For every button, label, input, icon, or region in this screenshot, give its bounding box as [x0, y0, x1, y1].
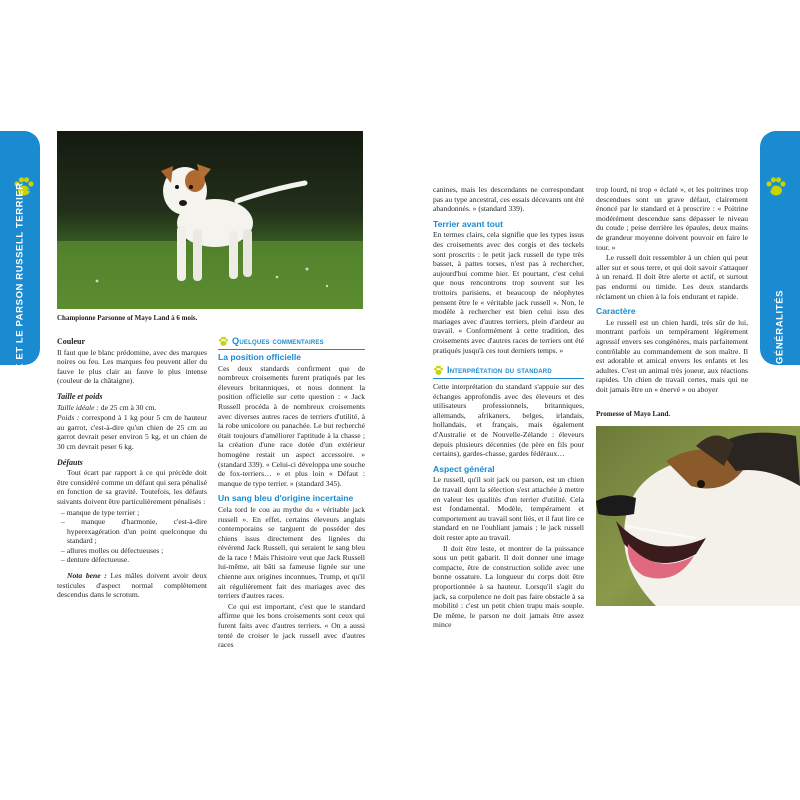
page-number-left: 36 [27, 186, 35, 193]
list-item: – denture défectueuse. [61, 555, 130, 565]
defects-list [57, 508, 207, 566]
paragraph: trop lourd, ni trop « éclaté », et les poitrines trop descendues sont un grave défaut, clairement énoncé par le standard et à proscrire : « Poitrine modérément descendue sans dépasser le niveau du coude ; peise derrière les épaules, deux mains de grandeur moyenne doivent pouvoir en faire le tour. » [596, 185, 748, 252]
page-number-right: 37 [765, 186, 773, 193]
paragraph-nota: Nota bene : Les mâles doivent avoir deux testicules d'aspect normal complètement descendus dans le scrotum. [57, 571, 208, 600]
photo-dog-head [596, 426, 800, 606]
paw-print-icon [218, 336, 229, 347]
paw-print-icon [433, 365, 444, 376]
paragraph: Cette interprétation du standard s'appuie sur des échanges approfondis avec des éleveurs et des utilisateurs professionnels, britanniques, allemands, afrikaners, belges, irlandais, hollandais, et français, mais également d'Australie et de Nouvelle-Zélande : éleveurs depuis plusieurs décennies (de père en fils pour certains), gardes-chasse, gardes fédéraux… [433, 382, 584, 459]
heading-position: La position officielle [218, 352, 302, 362]
list-item: – manque d'harmonie, c'est-à-dire hyperexagération d'un point quelconque du standard ; [61, 517, 207, 546]
paragraph: Le russell, qu'il soit jack ou parson, est un chien de travail dont la sélection s'est attachée à mettre en valeur les qualités d'un terrier d'utilité. Cela est fondamental. Modèle, tempérament et comportement au travail sont liés, et il faut lire ce standard en ne l'oubliant jamais ; le jack russell doit rester apte au travail. [433, 475, 584, 542]
paragraph: Tout écart par rapport à ce qui précède doit être considéré comme un défaut qui sera pénalisé en fonction de sa gravité. Toutefois, les défauts suivants doivent être particulièrement pénalisés : [57, 468, 207, 506]
paragraph: Il faut que le blanc prédomine, avec des marques noires ou feu. Les marques feu peuvent aller du fauve le plus clair au fauve le plus intense (couleur de la châtaigne). [57, 347, 207, 386]
paragraph-poids: Poids : correspond à 1 kg pour 5 cm de hauteur au garrot, c'est-à-dire qu'un chien de 25 cm au garrot devrait peser environ 5 kg, et un chien de 30 cm devrait peser 6 kg. [57, 413, 207, 451]
paragraph: canines, mais les descendants ne correspondant pas au type ancestral, ces essais décevants ont été abandonnés. » (standard 339). [433, 185, 584, 214]
paragraph: Le russell doit ressembler à un chien qui peut aller sur et sous terre, et qui doit savoir s'attaquer à un renard. Il doit être alerte et actif, et surtout pas endormi ou timide. Les deux standards réclament un chien à la fois endurant et rapide. [596, 253, 748, 301]
section-header-interpretation [433, 365, 584, 379]
heading-aspect: Aspect général [433, 463, 495, 474]
heading-sang-bleu: Un sang bleu d'origine incertaine [218, 493, 354, 504]
paragraph: Cela tord le cou au mythe du « véritable jack russell ». En effet, certains éleveurs anglais contemporains se targuent de posséder des chiens issus directement des lignées du révérend Jack Russell, qui seraient le sang bleu de la race ! Mais l'histoire veut que Jack Russell lui-même, ait bâti sa fameuse lignée sur une chienne aux origines inconnues, Trump, et qu'il ait régulièrement fait des mariages avec des terriers d'autres races. [218, 504, 365, 601]
column-2 [218, 336, 365, 651]
photo-caption-2: Promesse of Mayo Land. [596, 410, 671, 418]
photo-caption-1: Championne Parsonne of Mayo Land à 6 mois. [57, 314, 198, 322]
section-title: Interprétation du standard [447, 364, 552, 375]
heading-terrier: Terrier avant tout [433, 218, 504, 229]
paragraph: En termes clairs, cela signifie que les types issus des croisements avec des corgis et des teckels sont proscrits : le petit jack russell de type très basset, à pattes torses, n'est pas à rechercher, aujourd'hui comme hier. Et pourtant, c'est celui que nous rencontrons trop souvent sur les trottoirs parisiens, et beaucoup de néophytes pensent être le « véritable jack russell ». Non, le modèle à rechercher est bien celui issu des mariages avec d'autres terriers, plein d'ardeur au travail. « Conformément à cette tradition, des croisements avec d'autres races de terriers ont été pratiqués jusqu'à ces tout derniers temps. » [433, 230, 584, 355]
heading-defauts: Défauts [57, 457, 83, 467]
heading-caractere: Caractère [596, 306, 636, 317]
heading-taille-poids: Taille et poids [57, 391, 103, 401]
column-1 [57, 337, 207, 601]
chapter-title-left: LE JACK ET LE PARSON RUSSELL TERRIER [14, 182, 26, 408]
photo-puppy [57, 131, 363, 309]
paragraph: Il doit être leste, et montrer de la puissance sous un petit gabarit. Il doit donner une image compacte, être de construction solide avec une bonne ossature. La longueur du corps doit être proportionnée à sa hauteur. Lorsqu'il s'agit du jack, sa corpulence ne doit pas faire obstacle à sa mobilité : c'est un petit chien trapu mais souple. De même, le parson ne doit jamais être assez mince [433, 543, 584, 630]
list-item: – manque de type terrier ; [61, 507, 140, 517]
column-3 [433, 185, 584, 631]
column-4 [596, 185, 748, 395]
paragraph-taille: Taille idéale : de 25 cm à 30 cm. [57, 402, 157, 412]
section-header-commentaires [218, 336, 365, 350]
paragraph: Le russell est un chien hardi, très sûr de lui, montrant parfois un tempérament légèrement agressif envers ses congénères, mais parfaitement contrôlable au commandement de son maître. Il est adorable et amical envers les enfants et les adultes. C'est un animal très joueur, aux réactions rapides. Un chien de travail certes, mais qui ne doit jamais être un « énervé » ou aboyer [596, 317, 748, 394]
paragraph: Ce qui est important, c'est que le standard affirme que les bons croisements sont ceux qui furent faits avec d'autres terriers. « On a aussi tenté de croiser le jack russell avec d'autres races [218, 601, 365, 650]
heading-couleur: Couleur [57, 337, 85, 346]
section-title: Quelques commentaires [232, 335, 324, 346]
chapter-title-right: GÉNÉRALITÉS [774, 289, 786, 365]
list-item: – allures molles ou défectueuses ; [61, 545, 164, 555]
paragraph: Ces deux standards confirment que de nombreux croisements furent pratiqués par les éleveurs britanniques, et nous donnent la position officielle sur cette question : « Jack Russell procéda à de nombreux croisements avec diverses autres races de terriers d'utilité, à la robe unicolore ou panachée. Le but recherché était toujours d'améliorer l'aptitude à la chasse ; la création d'une race dotée d'un extérieur homogène restait un aspect accessoire. » (standard 339). « Celui-ci développa une souche de fox-terriers… » et plus loin « Défaut : manque de type terrier. » (standard 345). [218, 363, 365, 488]
